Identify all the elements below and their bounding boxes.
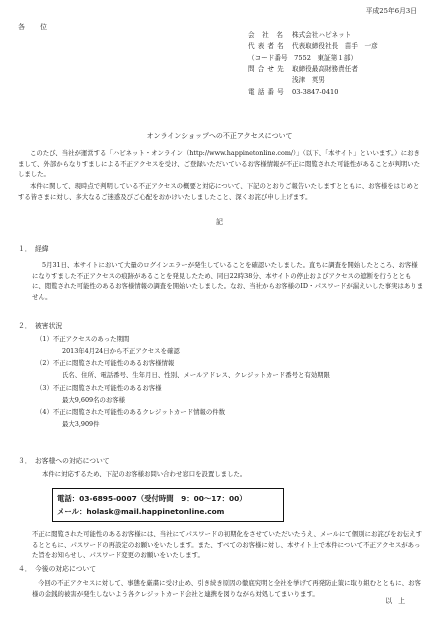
ki-heading: 記 [216,218,223,226]
phone-row [248,87,378,98]
company-name-label: 会 社 名 [248,30,284,39]
damage-item-1-heading: （1）不正アクセスのあった期間 [36,335,130,343]
damage-item-2-heading: （2）不正に閲覧された可能性のあるお客様情報 [36,359,175,367]
section-1-body: 5月31日、本サイトにおいて大量のログインエラーが発生していることを確認いたしました。直ちに調査を開始したところ、お客様になりすました不正アクセスの痕跡があることを発見したため、同日22時38分、本サイトの停止およびアクセスの遮断を行うとともに、閲覧された可能性のあるお客様情報の調査を開始いたしました。なお、当社からお客様のID・パスワードが漏えいした事実はありません。 [32,261,424,301]
company-name: 株式会社ハピネット [292,30,352,39]
inquiry-phone: 電話：03-6895-0007（受付時間 9：00～17：00） [57,494,247,503]
section-3-title: ３． お客様への対応について [18,457,110,465]
company-info-block [248,30,378,98]
section-3-intro: 本件に対応するため、下記のお客様お問い合わせ窓口を設置しました。 [42,470,247,478]
damage-item-4-detail: 最大3,909件 [62,420,100,428]
contact-title: 取締役最高財務責任者 [292,65,358,74]
contact-name-row [248,76,378,87]
section-3-body: 不正に閲覧された可能性のあるお客様には、当社にてパスワードの初期化をさせていただいたうえ、メールにて個別にお詫びをお伝えするとともに、パスワードの再設定のお願いをいたします。また、すべてのお客様に対し、本サイト上で本件について不正アクセスがあった旨をお知らせし、パスワード変更のお願いをいたします。 [32,530,423,560]
phone-label: 電 話 番 号 [248,87,285,96]
addressee: 各 位 [18,23,51,31]
closing-ijo: 以上 [385,597,411,606]
stock-code-row [248,53,378,64]
inquiry-email: メール：holask@mail.happinetonline.com [57,507,225,516]
stock-code: （コード番号 7552 東証第１部） [248,53,358,62]
contact-label: 問 合 せ 先 [248,65,285,74]
contact-row [248,64,378,75]
damage-item-4-heading: （4）不正に閲覧された可能性のあるクレジットカード情報の件数 [36,408,226,416]
inquiry-contact-box [52,488,284,522]
intro-paragraph-1: このたび、当社が運営する「ハピネット・オンライン（http://www.happinetonline.com/）」（以下、「本サイト」といいます。）におきまして、外部からなりすましによる不正アクセスを受け、ご登録いただいているお客様情報が不正に閲覧された可能性があることが判明いたしました。 [18,149,421,179]
section-4-title: ４． 今後の対応について [18,565,97,573]
intro-paragraph-2: 本件に関して、現時点で判明している不正アクセスの概要と対応について、下記のとおりご報告いたしますとともに、お客様をはじめとする皆さまに対し、多大なるご迷惑及びご心配をおかけいたしましたこと、深くお詫び申し上げます。 [18,182,420,201]
damage-item-3-detail: 最大9,609名のお客様 [62,396,126,404]
representative-label: 代 表 者 名 [248,42,285,51]
document-date: 平成25年6月3日 [365,7,417,15]
damage-item-2-detail: 氏名、住所、電話番号、生年月日、性別、メールアドレス、クレジットカード番号と有効期限 [62,371,330,379]
damage-item-3-heading: （3）不正に閲覧された可能性のあるお客様 [36,384,162,392]
document-title: オンラインショップへの不正アクセスについて [146,132,293,140]
contact-name: 浅津 英男 [292,76,325,85]
section-1-title: １． 経緯 [18,245,49,253]
damage-item-1-detail: 2013年4月24日から不正アクセスを確認 [62,347,180,355]
representative-name: 代表取締役社長 苗手 一彦 [292,42,378,51]
section-2-title: ２． 被害状況 [18,322,63,330]
company-name-row [248,30,378,41]
section-4-body: 今回の不正アクセスに対して、事態を厳粛に受け止め、引き続き原因の徹底究明と全社を挙げて再発防止策に取り組むとともに、お客様の金銭的被害が発生しないよう各クレジットカード会社と連携を図りながら対処してまいります。 [32,579,421,598]
representative-row [248,41,378,52]
phone-number: 03-3847-0410 [292,87,339,96]
